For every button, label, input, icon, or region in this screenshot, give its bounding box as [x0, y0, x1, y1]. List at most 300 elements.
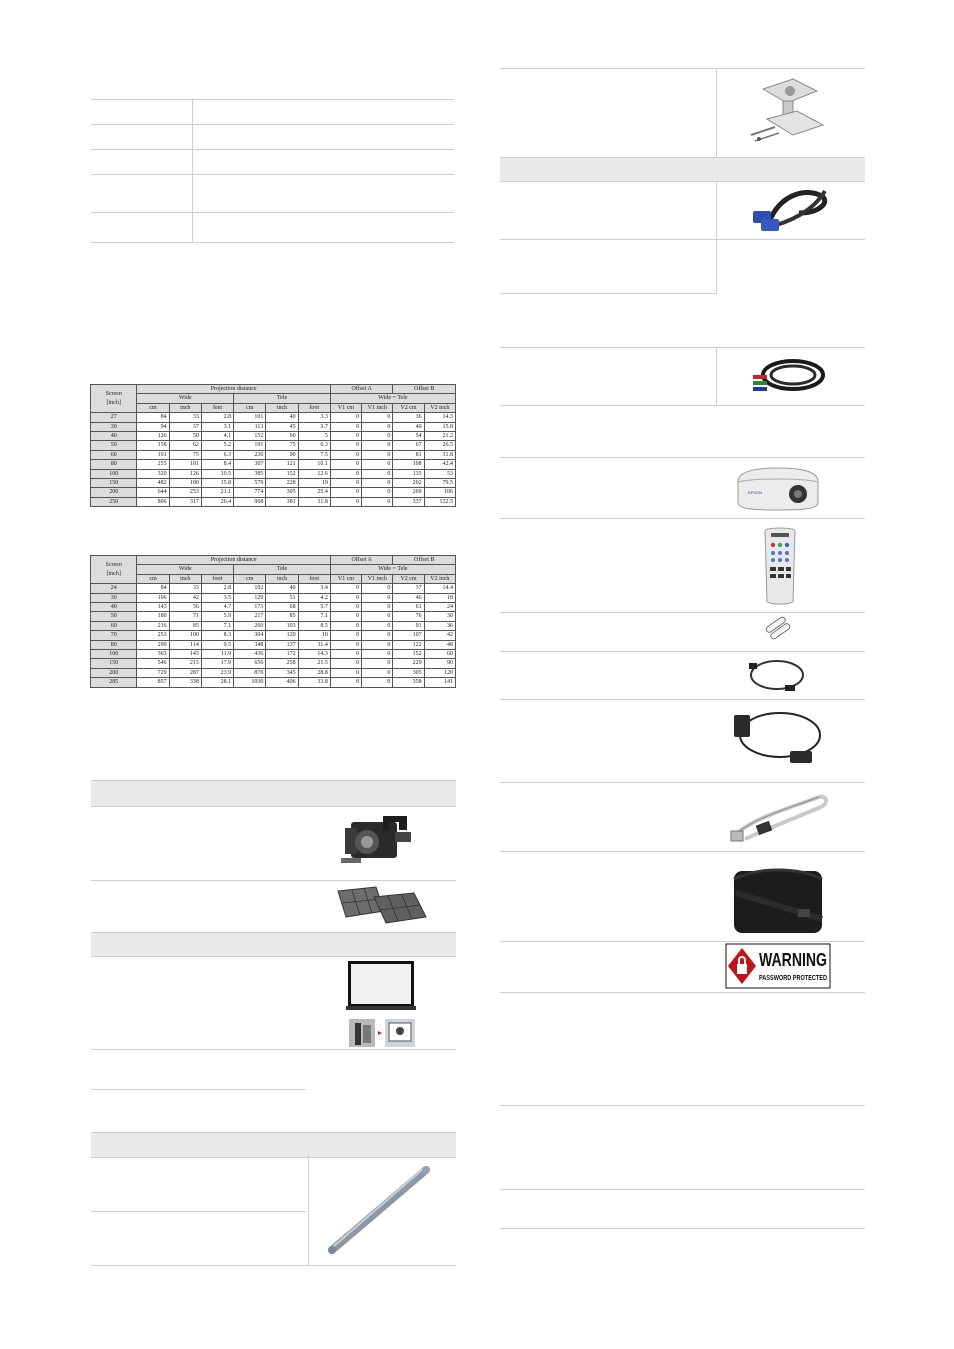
table-cell: 287 — [169, 668, 201, 677]
table-cell: 381 — [266, 497, 298, 506]
table-cell: 656 — [234, 659, 266, 668]
table-cell: 406 — [266, 678, 298, 687]
table-cell: 107 — [393, 631, 424, 640]
table-cell: 100 — [169, 631, 201, 640]
offset-b-header: Offset B — [393, 385, 456, 394]
warning-subtitle: PASSWORD PROTECTED — [759, 975, 827, 982]
table-cell: 33 — [169, 584, 201, 593]
table-cell: 113 — [234, 422, 266, 431]
table-cell: 0 — [330, 450, 361, 459]
wide-header: Wide — [137, 565, 234, 574]
table-cell: 191 — [137, 450, 169, 459]
screen-size-cell: 30 — [91, 593, 137, 602]
table-cell: 37 — [169, 422, 201, 431]
table-cell: 546 — [137, 659, 169, 668]
carrying-case-image — [728, 859, 828, 937]
table-cell: 4.2 — [298, 593, 330, 602]
table-cell: 4.7 — [201, 603, 233, 612]
table-cell: 48 — [424, 640, 455, 649]
table-cell: 10.1 — [298, 460, 330, 469]
screen-size-cell: 70 — [91, 631, 137, 640]
table-cell: 305 — [266, 488, 298, 497]
table-cell: 0 — [362, 631, 393, 640]
table-cell: 14.4 — [424, 584, 455, 593]
col-header: V1 inch — [362, 403, 393, 412]
table-cell: 345 — [266, 668, 298, 677]
col-header: inch — [169, 403, 201, 412]
table-cell: 0 — [330, 650, 361, 659]
table-cell: 129 — [234, 593, 266, 602]
table-cell: 0 — [330, 584, 361, 593]
table-cell: 33 — [169, 413, 201, 422]
table-cell: 33.8 — [298, 678, 330, 687]
table-cell: 26.4 — [201, 497, 233, 506]
table-cell: 103 — [266, 621, 298, 630]
table-cell: 14.3 — [298, 650, 330, 659]
table-cell: 8.3 — [201, 631, 233, 640]
table-cell: 0 — [330, 413, 361, 422]
table-cell: 81 — [393, 450, 424, 459]
table-cell: 0 — [330, 612, 361, 621]
tele-header: Tele — [234, 394, 331, 403]
table-cell: 85 — [266, 612, 298, 621]
table-row — [91, 584, 456, 593]
col-header: inch — [266, 403, 298, 412]
table-cell: 122 — [393, 640, 424, 649]
screen-size-cell: 150 — [91, 479, 137, 488]
table-cell: 84 — [137, 584, 169, 593]
table-row — [91, 659, 456, 668]
table-cell: 21.1 — [201, 488, 233, 497]
table-cell: 0 — [362, 678, 393, 687]
table-cell: 0 — [362, 469, 393, 478]
table-cell: 0 — [330, 422, 361, 431]
table-cell: 46 — [393, 593, 424, 602]
table-row — [91, 593, 456, 602]
screen-header: Screen [inch] — [91, 385, 137, 413]
table-cell: 62 — [169, 441, 201, 450]
table-cell: 17.9 — [201, 659, 233, 668]
table-cell: 363 — [137, 650, 169, 659]
table-cell: 158 — [137, 441, 169, 450]
table-cell: 15.8 — [201, 479, 233, 488]
table-cell: 91 — [393, 621, 424, 630]
table-cell: 228 — [266, 479, 298, 488]
table-row — [91, 413, 456, 422]
table-cell: 42 — [424, 631, 455, 640]
table-row — [91, 650, 456, 659]
table-row — [91, 432, 456, 441]
screen-size-cell: 200 — [91, 668, 137, 677]
table-cell: 0 — [362, 479, 393, 488]
table-cell: 317 — [169, 497, 201, 506]
table-cell: 436 — [234, 650, 266, 659]
screen-size-cell: 100 — [91, 650, 137, 659]
table-cell: 2.8 — [201, 584, 233, 593]
warning-sticker-image — [726, 944, 830, 988]
table-cell: 215 — [169, 659, 201, 668]
col-header: inch — [266, 574, 298, 583]
screen-size-cell: 285 — [91, 678, 137, 687]
screen-size-cell: 80 — [91, 640, 137, 649]
table-row — [91, 450, 456, 459]
table-cell: 19 — [298, 479, 330, 488]
table-cell: 0 — [362, 668, 393, 677]
table-cell: 191 — [234, 441, 266, 450]
table-cell: 126 — [169, 469, 201, 478]
table-cell: 42 — [169, 593, 201, 602]
table-cell: 5.9 — [201, 612, 233, 621]
table-cell: 60 — [424, 650, 455, 659]
table-cell: 15.8 — [424, 422, 455, 431]
table-cell: 190 — [169, 479, 201, 488]
projector-image — [734, 464, 822, 512]
table-cell: 774 — [234, 488, 266, 497]
table-cell: 67 — [393, 441, 424, 450]
table-cell: 120 — [266, 631, 298, 640]
table-cell: 37 — [393, 584, 424, 593]
table-cell: 0 — [362, 497, 393, 506]
table-row — [91, 488, 456, 497]
table-cell: 106 — [424, 488, 455, 497]
table-cell: 0 — [362, 603, 393, 612]
screen-size-cell: 50 — [91, 612, 137, 621]
table-cell: 23.9 — [201, 668, 233, 677]
projection-header: Projection distance — [137, 385, 331, 394]
table-cell: 94 — [137, 422, 169, 431]
table-cell: 79.5 — [424, 479, 455, 488]
component-cable-image — [749, 351, 831, 399]
table-cell: 0 — [330, 460, 361, 469]
screen-size-cell: 100 — [91, 469, 137, 478]
table-cell: 141 — [424, 678, 455, 687]
table-cell: 269 — [393, 488, 424, 497]
col-header: V1 inch — [362, 574, 393, 583]
lamp-image — [337, 808, 422, 868]
table-cell: 121 — [266, 460, 298, 469]
table-cell: 0 — [330, 640, 361, 649]
projection-table-2 — [90, 555, 456, 688]
table-cell: 806 — [137, 497, 169, 506]
screen-size-cell: 60 — [91, 450, 137, 459]
table-cell: 0 — [362, 432, 393, 441]
table-cell: 6.3 — [201, 450, 233, 459]
table-cell: 229 — [393, 659, 424, 668]
col-header: foot — [298, 403, 330, 412]
table-cell: 28.8 — [298, 668, 330, 677]
table-cell: 90 — [424, 659, 455, 668]
table-cell: 5.7 — [298, 603, 330, 612]
table-cell: 90 — [266, 450, 298, 459]
screen-size-cell: 50 — [91, 441, 137, 450]
table-row — [91, 497, 456, 506]
projection-table-1 — [90, 384, 456, 507]
table-cell: 40 — [266, 584, 298, 593]
table-cell: 102 — [234, 584, 266, 593]
projection-header: Projection distance — [137, 556, 331, 565]
table-cell: 3.3 — [298, 413, 330, 422]
table-row — [91, 460, 456, 469]
wide-tele-header: Wide = Tele — [330, 565, 455, 574]
table-cell: 173 — [234, 603, 266, 612]
table-cell: 320 — [137, 469, 169, 478]
table-cell: 24 — [424, 603, 455, 612]
portable-screen-image — [346, 959, 416, 1011]
batteries-image — [763, 617, 793, 639]
screen-size-cell: 80 — [91, 460, 137, 469]
table-cell: 0 — [330, 678, 361, 687]
col-header: inch — [169, 574, 201, 583]
col-header: foot — [298, 574, 330, 583]
table-cell: 5.2 — [201, 441, 233, 450]
screen-size-cell: 24 — [91, 584, 137, 593]
table-cell: 71 — [169, 612, 201, 621]
table-cell: 101 — [169, 460, 201, 469]
table-cell: 36 — [393, 413, 424, 422]
projector-brand-label: EPSON — [748, 490, 763, 495]
table-cell: 3.7 — [298, 422, 330, 431]
warning-title: WARNING — [759, 950, 827, 970]
table-cell: 0 — [362, 612, 393, 621]
table-cell: 61 — [393, 603, 424, 612]
table-cell: 132.5 — [424, 497, 455, 506]
wide-tele-header: Wide = Tele — [330, 394, 455, 403]
table-cell: 0 — [330, 488, 361, 497]
table-cell: 3.4 — [298, 584, 330, 593]
table-cell: 0 — [362, 621, 393, 630]
table-cell: 143 — [169, 650, 201, 659]
remote-control-image — [761, 525, 799, 607]
table-cell: 7.5 — [298, 450, 330, 459]
col-header: foot — [201, 574, 233, 583]
table-cell: 30 — [424, 612, 455, 621]
table-cell: 26.5 — [424, 441, 455, 450]
table-cell: 0 — [330, 479, 361, 488]
table-cell: 0 — [330, 432, 361, 441]
offset-b-header: Offset B — [393, 556, 456, 565]
table-cell: 5 — [298, 432, 330, 441]
table-cell: 0 — [362, 413, 393, 422]
table-cell: 0 — [362, 593, 393, 602]
table-cell: 76 — [393, 612, 424, 621]
table-cell: 305 — [393, 668, 424, 677]
table-cell: 21.5 — [298, 659, 330, 668]
table-cell: 0 — [362, 422, 393, 431]
col-header: V1 cm — [330, 574, 361, 583]
table-cell: 253 — [169, 488, 201, 497]
table-cell: 18 — [424, 593, 455, 602]
table-cell: 9.5 — [201, 640, 233, 649]
table-cell: 304 — [234, 631, 266, 640]
table-cell: 7.1 — [201, 621, 233, 630]
table-cell: 0 — [362, 441, 393, 450]
table-row — [91, 621, 456, 630]
table-cell: 348 — [234, 640, 266, 649]
table-cell: 12.6 — [298, 469, 330, 478]
table-cell: 0 — [330, 631, 361, 640]
table-cell: 45 — [266, 422, 298, 431]
table-cell: 0 — [362, 450, 393, 459]
table-cell: 152 — [393, 650, 424, 659]
table-cell: 216 — [137, 621, 169, 630]
table-cell: 307 — [234, 460, 266, 469]
col-header: V2 cm — [393, 574, 424, 583]
table-cell: 152 — [266, 469, 298, 478]
table-cell: 7.1 — [298, 612, 330, 621]
table-cell: 14.3 — [424, 413, 455, 422]
col-header: cm — [234, 403, 266, 412]
table-cell: 42.4 — [424, 460, 455, 469]
table-cell: 6.3 — [298, 441, 330, 450]
vga-cable-image — [749, 183, 831, 235]
table-cell: 385 — [234, 469, 266, 478]
ceiling-mount-image — [745, 75, 830, 147]
table-cell: 75 — [169, 450, 201, 459]
usb-cable-image — [745, 655, 809, 697]
table-cell: 0 — [330, 621, 361, 630]
col-header: V1 cm — [330, 403, 361, 412]
table-row — [91, 631, 456, 640]
table-cell: 84 — [137, 413, 169, 422]
screen-size-cell: 30 — [91, 422, 137, 431]
screen-size-cell: 200 — [91, 488, 137, 497]
computer-cable-image — [730, 705, 824, 767]
table-cell: 101 — [234, 413, 266, 422]
table-cell: 56 — [169, 603, 201, 612]
table-cell: 180 — [137, 612, 169, 621]
screen-size-cell: 27 — [91, 413, 137, 422]
col-header: cm — [137, 574, 169, 583]
table-cell: 482 — [137, 479, 169, 488]
table-cell: 120 — [424, 668, 455, 677]
table-cell: 0 — [330, 659, 361, 668]
table-cell: 11.4 — [298, 640, 330, 649]
screen-size-cell: 40 — [91, 432, 137, 441]
table-cell: 0 — [330, 441, 361, 450]
table-cell: 968 — [234, 497, 266, 506]
table-cell: 10.5 — [201, 469, 233, 478]
table-cell: 358 — [393, 678, 424, 687]
table-row — [91, 668, 456, 677]
col-header: V2 inch — [424, 403, 455, 412]
table-cell: 338 — [169, 678, 201, 687]
screen-size-cell: 60 — [91, 621, 137, 630]
table-cell: 75 — [266, 441, 298, 450]
col-header: cm — [234, 574, 266, 583]
table-cell: 10 — [298, 631, 330, 640]
col-header: V2 inch — [424, 574, 455, 583]
table-cell: 108 — [393, 460, 424, 469]
table-cell: 0 — [330, 668, 361, 677]
table-cell: 876 — [234, 668, 266, 677]
table-cell: 8.4 — [201, 460, 233, 469]
table-cell: 202 — [393, 479, 424, 488]
screen-size-cell: 150 — [91, 659, 137, 668]
table-row — [91, 640, 456, 649]
table-cell: 68 — [266, 603, 298, 612]
table-cell: 40 — [266, 413, 298, 422]
table-cell: 260 — [234, 621, 266, 630]
table-cell: 3.5 — [201, 593, 233, 602]
table-cell: 258 — [266, 659, 298, 668]
table-cell: 230 — [234, 450, 266, 459]
table-cell: 255 — [137, 460, 169, 469]
screen-usage-photos — [349, 1019, 415, 1047]
table-cell: 53 — [424, 469, 455, 478]
table-cell: 21.2 — [424, 432, 455, 441]
table-cell: 106 — [137, 593, 169, 602]
table-cell: 0 — [362, 640, 393, 649]
table-row — [91, 678, 456, 687]
table-cell: 253 — [137, 631, 169, 640]
table-cell: 1030 — [234, 678, 266, 687]
col-header: V2 cm — [393, 403, 424, 412]
table-cell: 0 — [362, 650, 393, 659]
col-header: cm — [137, 403, 169, 412]
table-cell: 8.5 — [298, 621, 330, 630]
table-cell: 0 — [330, 593, 361, 602]
table-cell: 54 — [393, 432, 424, 441]
table-cell: 152 — [234, 432, 266, 441]
table-cell: 579 — [234, 479, 266, 488]
table-cell: 137 — [266, 640, 298, 649]
table-cell: 28.1 — [201, 678, 233, 687]
table-row — [91, 469, 456, 478]
table-row — [91, 422, 456, 431]
table-cell: 3.1 — [201, 422, 233, 431]
table-cell: 0 — [362, 584, 393, 593]
table-cell: 11.9 — [201, 650, 233, 659]
table-cell: 60 — [266, 432, 298, 441]
offset-a-header: Offset A — [330, 556, 393, 565]
table-cell: 31.8 — [424, 450, 455, 459]
col-header: feet — [201, 403, 233, 412]
table-cell: 0 — [330, 469, 361, 478]
table-row — [91, 612, 456, 621]
table-cell: 135 — [393, 469, 424, 478]
table-cell: 36 — [424, 621, 455, 630]
table-cell: 40 — [393, 422, 424, 431]
table-cell: 114 — [169, 640, 201, 649]
table-cell: 857 — [137, 678, 169, 687]
table-cell: 0 — [330, 603, 361, 612]
wide-header: Wide — [137, 394, 234, 403]
offset-a-header: Offset A — [330, 385, 393, 394]
screen-size-cell: 250 — [91, 497, 137, 506]
table-cell: 4.1 — [201, 432, 233, 441]
tele-header: Tele — [234, 565, 331, 574]
table-cell: 25.4 — [298, 488, 330, 497]
screen-size-cell: 40 — [91, 603, 137, 612]
table-cell: 31.8 — [298, 497, 330, 506]
table-cell: 51 — [266, 593, 298, 602]
table-cell: 217 — [234, 612, 266, 621]
table-row — [91, 603, 456, 612]
table-cell: 143 — [137, 603, 169, 612]
table-cell: 172 — [266, 650, 298, 659]
table-cell: 0 — [362, 488, 393, 497]
table-row — [91, 441, 456, 450]
table-cell: 337 — [393, 497, 424, 506]
table-cell: 2.8 — [201, 413, 233, 422]
table-cell: 0 — [330, 497, 361, 506]
table-cell: 126 — [137, 432, 169, 441]
table-cell: 729 — [137, 668, 169, 677]
table-cell: 85 — [169, 621, 201, 630]
table-cell: 0 — [362, 460, 393, 469]
table-row — [91, 479, 456, 488]
table-cell: 0 — [362, 659, 393, 668]
